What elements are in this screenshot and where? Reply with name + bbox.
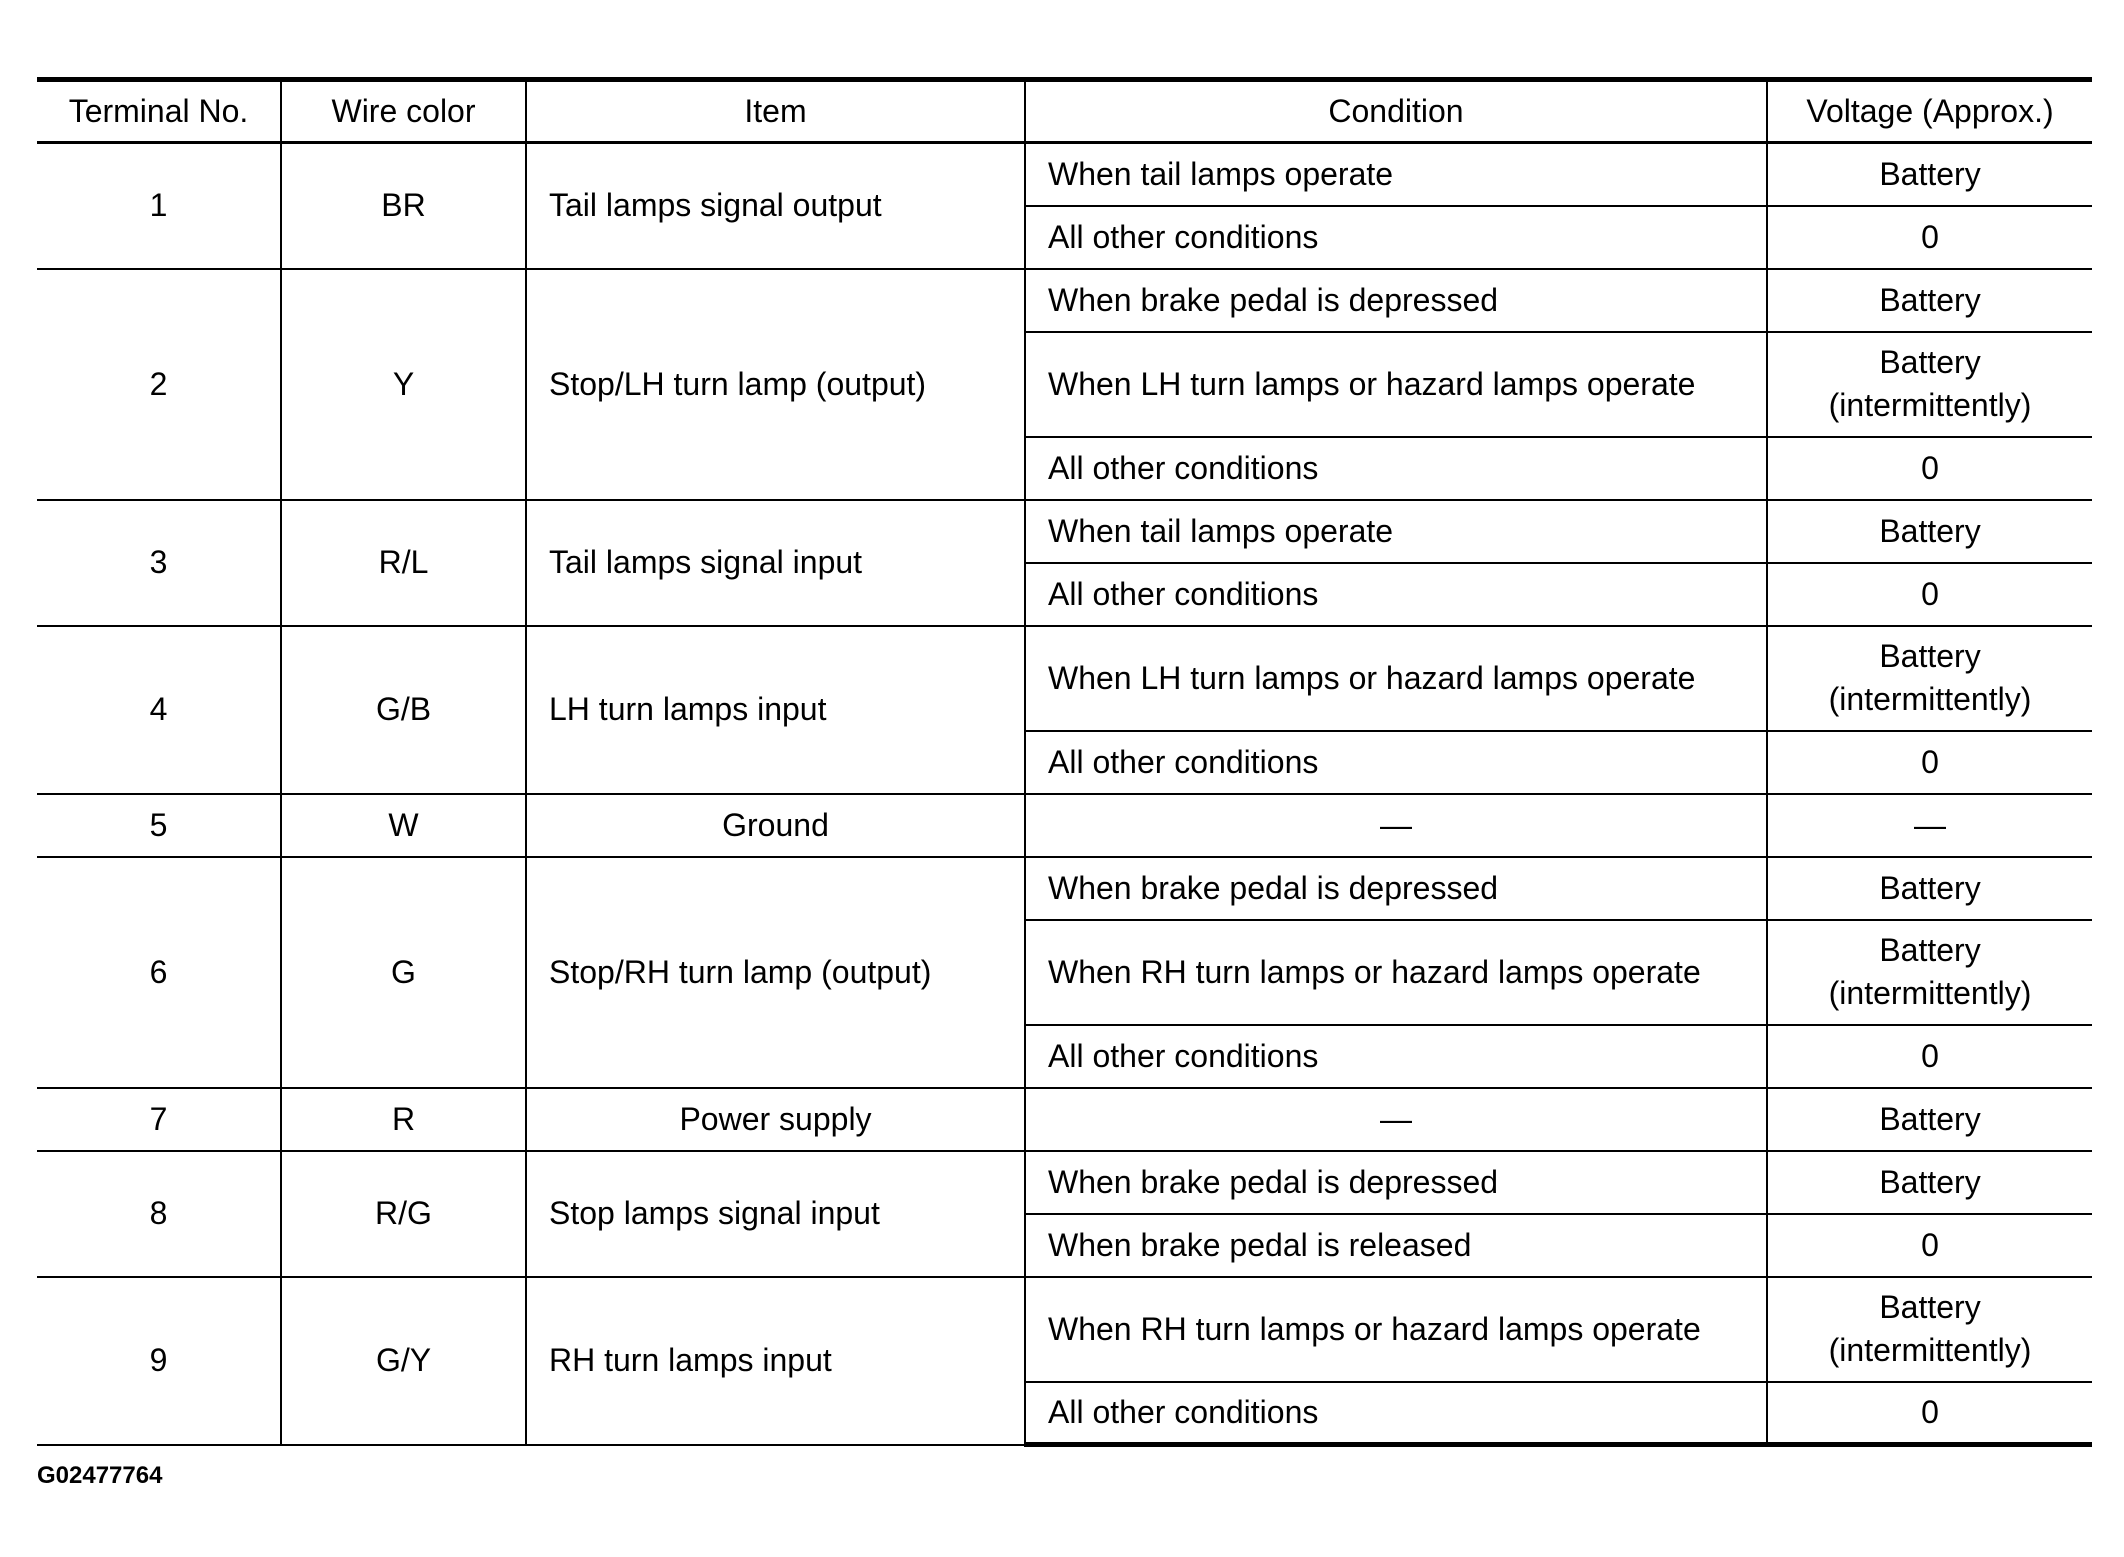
terminal-number: 9	[37, 1277, 281, 1445]
condition-text: All other conditions	[1025, 206, 1767, 269]
wire-color: G/Y	[281, 1277, 526, 1445]
condition-text: When tail lamps operate	[1025, 143, 1767, 206]
voltage-value: Battery	[1879, 869, 1981, 906]
item-name: LH turn lamps input	[526, 626, 1025, 794]
terminal-number: 1	[37, 143, 281, 269]
wire-color: R	[281, 1088, 526, 1151]
voltage-value: 0	[1921, 743, 1939, 780]
table-row	[37, 1151, 2092, 1214]
item-name: Stop/RH turn lamp (output)	[526, 857, 1025, 1088]
table-row	[37, 1277, 2092, 1382]
voltage-value: 0	[1921, 1037, 1939, 1074]
voltage-cell	[1767, 1214, 2092, 1277]
table-row	[37, 794, 2092, 857]
voltage-cell	[1767, 1151, 2092, 1214]
voltage-value: Battery	[1879, 1289, 1981, 1325]
terminal-table-container	[37, 77, 2092, 1447]
voltage-value: Battery	[1879, 512, 1981, 549]
condition-text: When RH turn lamps or hazard lamps operate	[1025, 920, 1767, 1025]
voltage-cell	[1767, 626, 2092, 731]
voltage-value: Battery	[1879, 1163, 1981, 1200]
condition-text: All other conditions	[1025, 731, 1767, 794]
voltage-value: Battery	[1879, 281, 1981, 318]
item-name: Stop/LH turn lamp (output)	[526, 269, 1025, 500]
table-row	[37, 857, 2092, 920]
voltage-note: (intermittently)	[1828, 1332, 2032, 1368]
voltage-cell	[1767, 332, 2092, 437]
header-condition: Condition	[1025, 80, 1767, 143]
condition-text: All other conditions	[1025, 437, 1767, 500]
table-row	[37, 626, 2092, 731]
voltage-cell	[1767, 563, 2092, 626]
item-name: Power supply	[526, 1088, 1025, 1151]
voltage-note: (intermittently)	[1828, 975, 2032, 1011]
table-row	[37, 500, 2092, 563]
voltage-value: 0	[1921, 449, 1939, 486]
condition-text: When brake pedal is depressed	[1025, 269, 1767, 332]
voltage-note: (intermittently)	[1828, 387, 2032, 423]
condition-text: All other conditions	[1025, 1025, 1767, 1088]
item-name: Tail lamps signal input	[526, 500, 1025, 626]
table-row	[37, 143, 2092, 206]
terminal-number: 4	[37, 626, 281, 794]
wire-color: G/B	[281, 626, 526, 794]
voltage-note: (intermittently)	[1828, 681, 2032, 717]
table-header	[37, 80, 2092, 143]
item-name: Ground	[526, 794, 1025, 857]
voltage-value: Battery	[1879, 932, 1981, 968]
terminal-number: 6	[37, 857, 281, 1088]
terminal-number: 2	[37, 269, 281, 500]
voltage-cell	[1767, 269, 2092, 332]
header-item: Item	[526, 80, 1025, 143]
voltage-value: Battery	[1879, 344, 1981, 380]
wire-color: Y	[281, 269, 526, 500]
voltage-value: 0	[1921, 575, 1939, 612]
condition-text: When RH turn lamps or hazard lamps operate	[1025, 1277, 1767, 1382]
condition-text: When LH turn lamps or hazard lamps operate	[1025, 626, 1767, 731]
condition-text: —	[1025, 1088, 1767, 1151]
condition-text: All other conditions	[1025, 563, 1767, 626]
condition-text: When tail lamps operate	[1025, 500, 1767, 563]
item-name: Tail lamps signal output	[526, 143, 1025, 269]
voltage-cell	[1767, 1088, 2092, 1151]
terminal-table	[37, 77, 2092, 1447]
voltage-cell	[1767, 1025, 2092, 1088]
table-row	[37, 1088, 2092, 1151]
header-wire-color: Wire color	[281, 80, 526, 143]
table-row	[37, 269, 2092, 332]
header-voltage: Voltage (Approx.)	[1767, 80, 2092, 143]
wire-color: G	[281, 857, 526, 1088]
terminal-number: 5	[37, 794, 281, 857]
voltage-cell	[1767, 1382, 2092, 1445]
voltage-cell	[1767, 143, 2092, 206]
figure-id-label: G02477764	[37, 1462, 163, 1489]
voltage-value: Battery	[1879, 155, 1981, 192]
wire-color: R/L	[281, 500, 526, 626]
voltage-value: 0	[1921, 1393, 1939, 1430]
voltage-cell	[1767, 920, 2092, 1025]
wire-color: R/G	[281, 1151, 526, 1277]
item-name: RH turn lamps input	[526, 1277, 1025, 1445]
voltage-cell	[1767, 500, 2092, 563]
condition-text: —	[1025, 794, 1767, 857]
voltage-value: 0	[1921, 1226, 1939, 1263]
condition-text: When brake pedal is depressed	[1025, 857, 1767, 920]
condition-text: All other conditions	[1025, 1382, 1767, 1445]
header-row	[37, 80, 2092, 143]
condition-text: When LH turn lamps or hazard lamps operate	[1025, 332, 1767, 437]
terminal-number: 8	[37, 1151, 281, 1277]
header-terminal: Terminal No.	[37, 80, 281, 143]
voltage-cell	[1767, 437, 2092, 500]
voltage-cell	[1767, 857, 2092, 920]
item-name: Stop lamps signal input	[526, 1151, 1025, 1277]
terminal-number: 7	[37, 1088, 281, 1151]
condition-text: When brake pedal is depressed	[1025, 1151, 1767, 1214]
terminal-number: 3	[37, 500, 281, 626]
voltage-value: —	[1914, 806, 1946, 843]
voltage-value: 0	[1921, 218, 1939, 255]
voltage-value: Battery	[1879, 638, 1981, 674]
voltage-value: Battery	[1879, 1100, 1981, 1137]
condition-text: When brake pedal is released	[1025, 1214, 1767, 1277]
voltage-cell	[1767, 1277, 2092, 1382]
table-body	[37, 143, 2092, 1445]
voltage-cell	[1767, 206, 2092, 269]
voltage-cell	[1767, 731, 2092, 794]
wire-color: BR	[281, 143, 526, 269]
voltage-cell	[1767, 794, 2092, 857]
wire-color: W	[281, 794, 526, 857]
